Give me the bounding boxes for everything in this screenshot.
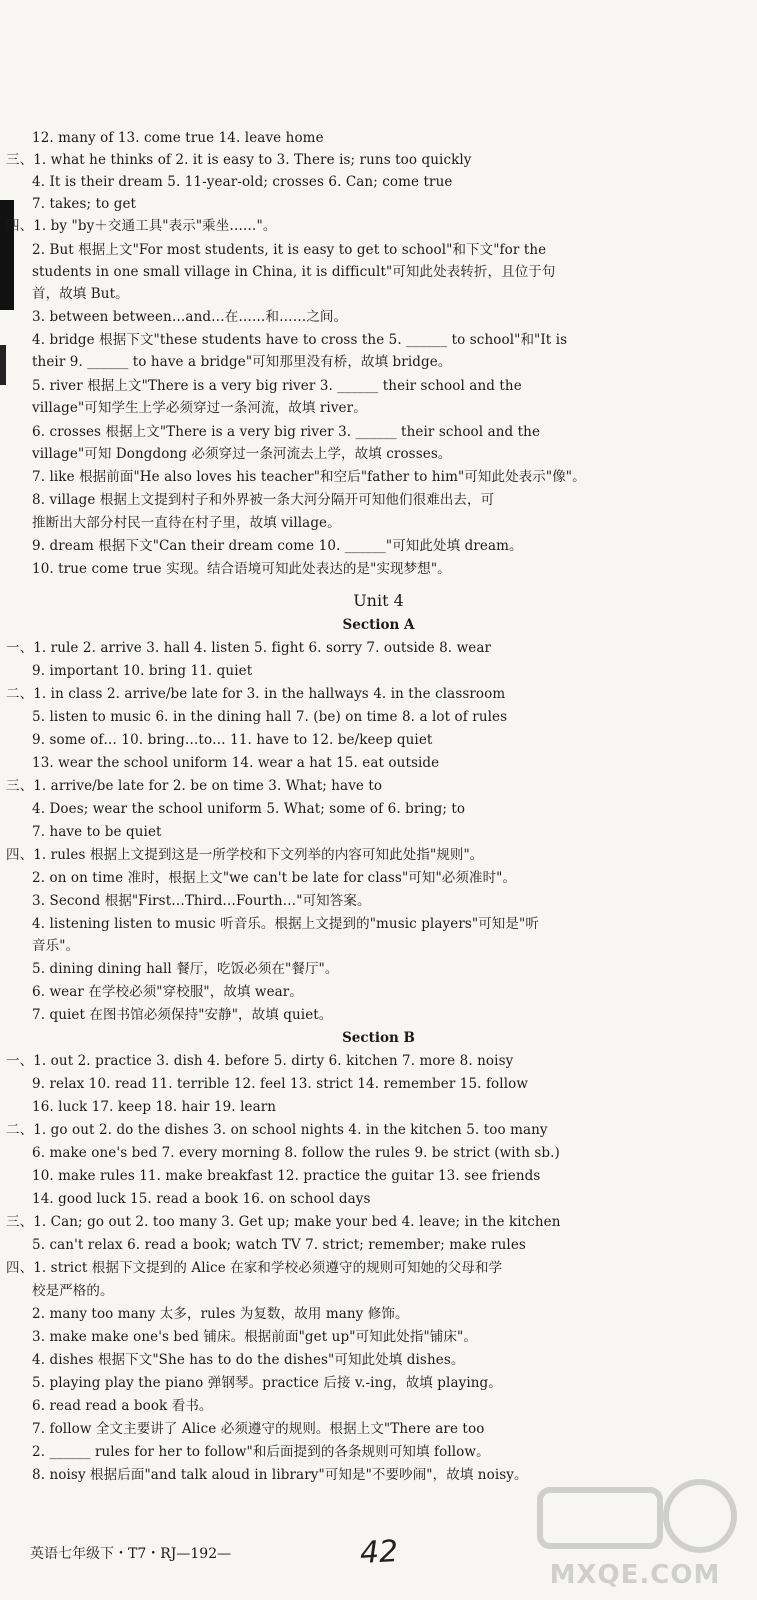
watermark-logo — [520, 1476, 750, 1598]
answer-line: 4. listening listen to music 听音乐。根据上文提到的"music players"可知是"听 — [32, 916, 539, 932]
answer-line: 三、1. Can; go out 2. too many 3. Get up; make your bed 4. leave; in the kitchen — [6, 1214, 561, 1230]
answer-line: 10. make rules 11. make breakfast 12. practice the guitar 13. see friends — [32, 1168, 541, 1184]
section-a-title: Section A — [342, 617, 415, 633]
answer-line: 7. have to be quiet — [32, 824, 162, 840]
answer-line: 2. ______ rules for her to follow"和后面提到的各条规则可知填 follow。 — [32, 1444, 490, 1460]
answer-line: 9. dream 根据下文"Can their dream come 10. ______"可知此处填 dream。 — [32, 538, 523, 554]
answer-line: 12. many of 13. come true 14. leave home — [32, 130, 324, 146]
answer-line: 9. some of… 10. bring…to… 11. have to 12. be/keep quiet — [32, 732, 433, 748]
answer-line: 四、1. by "by＋交通工具"表示"乘坐……"。 — [6, 218, 277, 234]
answer-line: 6. make one's bed 7. every morning 8. follow the rules 9. be strict (with sb.) — [32, 1145, 560, 1161]
answer-line: 2. But 根据上文"For most students, it is easy to get to school"和下文"for the — [32, 242, 547, 258]
answer-line: 5. can't relax 6. read a book; watch TV 7. strict; remember; make rules — [32, 1237, 526, 1253]
answer-line: 校是严格的。 — [32, 1283, 114, 1299]
answer-line: 2. many too many 太多，rules 为复数，故用 many 修饰。 — [32, 1306, 409, 1322]
answer-line: 3. between between…and…在……和……之间。 — [32, 309, 348, 325]
answer-line: 9. relax 10. read 11. terrible 12. feel 13. strict 14. remember 15. follow — [32, 1076, 528, 1092]
answer-line: 四、1. strict 根据下文提到的 Alice 在家和学校必须遵守的规则可知她的父母和学 — [6, 1260, 503, 1276]
answer-line: 一、1. out 2. practice 3. dish 4. before 5. dirty 6. kitchen 7. more 8. noisy — [6, 1053, 514, 1069]
answer-line: 4. dishes 根据下文"She has to do the dishes"可知此处填 dishes。 — [32, 1352, 465, 1368]
answer-line: 5. dining dining hall 餐厅，吃饭必须在"餐厅"。 — [32, 961, 339, 977]
answer-line: 4. Does; wear the school uniform 5. What; some of 6. bring; to — [32, 801, 466, 817]
answer-line: 10. true come true 实现。结合语境可知此处表达的是"实现梦想"。 — [32, 561, 451, 577]
answer-line: 6. wear 在学校必须"穿校服"，故填 wear。 — [32, 984, 303, 1000]
answer-line: 9. important 10. bring 11. quiet — [32, 663, 253, 679]
answer-line: 二、1. go out 2. do the dishes 3. on school nights 4. in the kitchen 5. too many — [6, 1122, 548, 1138]
answer-line: 4. It is their dream 5. 11-year-old; crosses 6. Can; come true — [32, 174, 453, 190]
answer-line: 13. wear the school uniform 14. wear a hat 15. eat outside — [32, 755, 440, 771]
answer-line: 音乐"。 — [32, 938, 80, 954]
answer-line: 14. good luck 15. read a book 16. on school days — [32, 1191, 371, 1207]
answer-line: village"可知学生上学必须穿过一条河流，故填 river。 — [32, 400, 367, 416]
page-footer: 英语七年级下・T7・RJ—192— — [30, 1546, 232, 1562]
answer-line: 8. village 根据上文提到村子和外界被一条大河分隔开可知他们很难出去，可 — [32, 492, 495, 508]
answer-line: 3. make make one's bed 铺床。根据前面"get up"可知此处指"铺床"。 — [32, 1329, 477, 1345]
answer-line: 4. bridge 根据下文"these students have to cross the 5. ______ to school"和"It is — [32, 332, 568, 348]
answer-line: 四、1. rules 根据上文提到这是一所学校和下文列举的内容可知此处指"规则"。 — [6, 847, 484, 863]
section-b-title: Section B — [342, 1030, 415, 1046]
unit-title: Unit 4 — [353, 591, 404, 610]
answer-line: 7. takes; to get — [32, 196, 137, 212]
answer-line: 5. playing play the piano 弹钢琴。practice 后接 v.-ing，故填 playing。 — [32, 1375, 502, 1391]
answer-line: students in one small village in China, it is difficult"可知此处表转折，且位于句 — [32, 264, 556, 280]
watermark-text: MXQE.COM — [549, 1560, 721, 1590]
answer-line: 3. Second 根据"First…Third…Fourth…"可知答案。 — [32, 893, 371, 909]
answer-line: 三、1. arrive/be late for 2. be on time 3. What; have to — [6, 778, 383, 794]
answer-line: 7. quiet 在图书馆必须保持"安静"，故填 quiet。 — [32, 1007, 333, 1023]
answer-line: 5. listen to music 6. in the dining hall 7. (be) on time 8. a lot of rules — [32, 709, 508, 725]
answer-line: their 9. ______ to have a bridge"可知那里没有桥，故填 bridge。 — [32, 354, 452, 370]
answer-line: 7. like 根据前面"He also loves his teacher"和空后"father to him"可知此处表示"像"。 — [32, 469, 586, 485]
answer-line: 首，故填 But。 — [32, 286, 129, 302]
answer-line: 一、1. rule 2. arrive 3. hall 4. listen 5. fight 6. sorry 7. outside 8. wear — [6, 640, 492, 656]
answer-line: 二、1. in class 2. arrive/be late for 3. in the hallways 4. in the classroom — [6, 686, 506, 702]
binder-edge-small — [0, 345, 6, 385]
answer-line: 16. luck 17. keep 18. hair 19. learn — [32, 1099, 277, 1115]
answer-line: 三、1. what he thinks of 2. it is easy to 3. There is; runs too quickly — [6, 152, 472, 168]
handwritten-number: 42 — [359, 1534, 400, 1571]
answer-line: 5. river 根据上文"There is a very big river 3. ______ their school and the — [32, 378, 522, 394]
answer-line: 6. read read a book 看书。 — [32, 1398, 213, 1414]
answer-line: 8. noisy 根据后面"and talk aloud in library"可知是"不要吵闹"，故填 noisy。 — [32, 1467, 528, 1483]
answer-line: 推断出大部分村民一直待在村子里，故填 village。 — [32, 515, 341, 531]
answer-line: 7. follow 全文主要讲了 Alice 必须遵守的规则。根据上文"There are too — [32, 1421, 485, 1437]
answer-line: 2. on on time 准时，根据上文"we can't be late for class"可知"必须准时"。 — [32, 870, 517, 886]
answer-line: 6. crosses 根据上文"There is a very big river 3. ______ their school and the — [32, 424, 541, 440]
answer-line: village"可知 Dongdong 必须穿过一条河流去上学，故填 crosses。 — [32, 446, 452, 462]
